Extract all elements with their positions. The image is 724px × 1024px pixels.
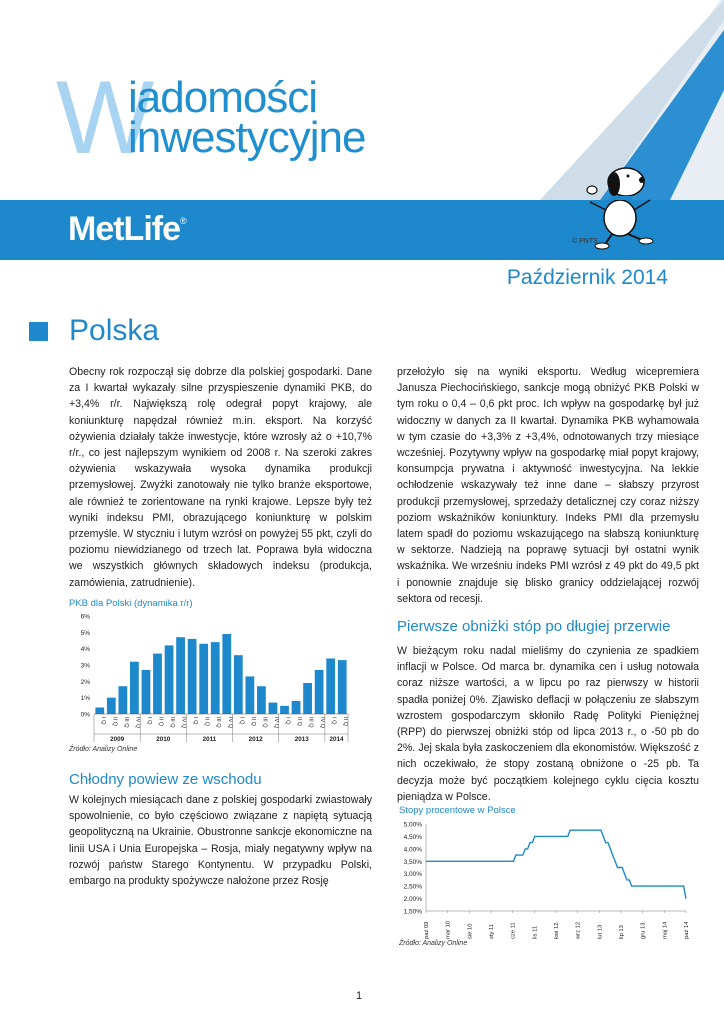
gdp-x-tick: IV Q [319,717,326,729]
rates-chart-source: Źródło: Analizy Online [399,940,468,947]
gdp-x-tick: I Q [145,717,152,725]
gdp-bar [176,637,185,714]
gdp-bar [130,662,139,714]
gdp-x-tick: II Q [249,717,256,727]
title-initial: W [56,60,151,176]
rates-chart [368,818,698,942]
gdp-x-tick: IV Q [272,717,279,729]
rate-y-tick: 3,00% [403,871,422,879]
gdp-x-tick: III Q [307,717,314,728]
gdp-year-label: 2011 [202,736,217,743]
gdp-year-label: 2010 [156,736,171,743]
gdp-bar [338,660,347,714]
rate-x-tick: mar 10 [445,920,452,939]
gdp-x-tick: IV Q [134,717,141,729]
gdp-bar [188,639,197,714]
rate-x-tick: gru 13 [640,922,647,939]
right-paragraph-1: przełożyło się na wyniki eksportu. Według wicepremiera Janusza Piechocińskiego, sankcje mogą obniżyć PKB Polski w tym roku o 0,4 – 0,6 pkt proc. Ich wpływ na gospodarkę był już widoczny w danych za II kwartał. Dynamika PKB wyhamowała w tym czasie do +3,3% z +3,4%, odnotowanych trzy miesiące wcześniej. Pozytywny wpływ na gospodarkę miał popyt krajowy, konsumpcja prywatna i aktywność inwestycyjna. Na lekkie ochłodzenie wskazywały też inne dane – słabszy przyrost produkcji przemysłowej, sprzedaży detalicznej czy coraz niższy poziom wskaźników koniunktury. Indeks PMI dla przemysłu latem spadł do poziomu wskazującego na słabszą koniunkturę w sektorze. Nadzieją na poprawę sytuacji był ostatni wynik wskaźnika. We wrześniu indeks PMI wzrósł z 49 pkt do 49,5 pkt i ponownie znajduje się blisko granicy oddzielającej rozwój sektora od recesji. [397,366,699,605]
brand-mark: ® [180,216,186,226]
gdp-x-tick: II Q [296,717,303,727]
rate-x-tick: sie 10 [467,923,474,939]
gdp-chart-source: Źródło: Analizy Online [69,746,138,753]
gdp-bar [269,703,278,714]
gdp-bar [199,644,208,714]
gdp-bar [95,707,104,714]
page-number: 1 [356,990,363,1002]
gdp-year-label: 2014 [329,736,344,743]
rate-x-tick: paź 09 [424,921,430,939]
gdp-y-tick: 5% [80,629,90,637]
gdp-x-tick: II Q [157,717,164,727]
brand-name: MetLife [68,210,180,248]
rate-y-tick: 2,00% [403,896,422,904]
gdp-x-tick: III Q [215,717,222,728]
gdp-bar [107,698,116,714]
gdp-year-label: 2009 [110,736,125,743]
gdp-x-tick: I Q [192,717,199,725]
gdp-x-tick: I Q [330,717,337,725]
section-title: Polska [69,314,160,347]
rate-y-tick: 4,00% [403,846,422,854]
rate-x-tick: kwi 12 [554,922,560,939]
gdp-chart-title: PKB dla Polski (dynamika r/r) [69,598,193,609]
gdp-bar [211,642,220,714]
gdp-x-tick: III Q [122,717,129,728]
gdp-y-tick: 4% [80,646,90,654]
gdp-x-tick: I Q [238,717,245,725]
rate-x-tick: cze 11 [510,922,517,939]
gdp-y-tick: 0% [80,711,90,719]
header-stripes [420,0,724,200]
rate-x-tick: lip 13 [619,925,625,939]
gdp-y-tick: 1% [80,695,90,703]
gdp-x-tick: III Q [261,717,268,728]
gdp-x-tick: II Q [342,717,349,727]
gdp-bar [142,670,151,714]
section-marker [29,322,48,341]
gdp-bar [315,670,324,714]
gdp-bar [165,645,174,714]
gdp-bar [326,658,335,714]
left-heading: Chłodny powiew ze wschodu [69,771,262,788]
gdp-bar [257,686,266,714]
rate-x-tick: sty 11 [489,923,495,939]
rate-x-tick: maj 14 [662,921,669,939]
gdp-bar [245,676,254,714]
left-paragraph-1: Obecny rok rozpoczął się dobrze dla polskiej gospodarki. Dane za I kwartał wykazały silne przyspieszenie dynamiki PKB, do +3,4% r/r. Największą rolę odegrał popyt krajowy, ale koniunkturę napędzał również m.in. eksport. Na korzyść ożywienia działały także inwestycje, które wzrosły aż o +10,7% r/r., co jest najlepszym wynikiem od 2008 r. Na szeroki zakres ożywienia wskazywała wysoka dynamika produkcji przemysłowej. Zwyżki zanotowały nie tylko branże eksportowe, ale również te zorientowane na rynki krajowe. Lepsze były też wyniki indeksu PMI, obrazującego koniunkturę w polskim przemyśle. W styczniu i lutym wzrósł on powyżej 55 pkt, czyli do poziomu niewidzianego od trzech lat. Poprawa była widoczna we wszystkich głównych składowych indeksu (produkcja, zamówienia, zatrudnienie). [69,366,372,589]
metlife-logo [68,210,186,249]
gdp-x-tick: II Q [111,717,118,727]
gdp-x-tick: IV Q [180,717,187,729]
rate-x-tick: lut 13 [597,924,604,939]
gdp-chart [60,610,360,750]
gdp-bar [234,655,243,714]
gdp-bar [222,634,231,714]
gdp-x-tick: II Q [203,717,210,727]
gdp-year-label: 2012 [248,736,263,743]
rate-y-tick: 5,00% [403,821,422,829]
left-paragraph-2: W kolejnych miesiącach dane z polskiej gospodarki zwiastowały spowolnienie, co było częściowo związane z napiętą sytuacją geopolityczną na Ukrainie. Obustronne sankcje ekonomiczne na linii USA i Unia Europejska – Rosja, miały negatywny wpływ na rozwój państw Starego Kontynentu. W przypadku Polski, embargo na produkty spożywcze nałożone przez Rosję [69,794,372,888]
gdp-y-tick: 6% [80,613,90,621]
gdp-bar [118,686,127,714]
gdp-year-label: 2013 [294,736,309,743]
gdp-x-tick: III Q [169,717,176,728]
right-paragraph-2: W bieżącym roku nadal mieliśmy do czynienia ze spadkiem inflacji w Polsce. Od marca br. dynamika cen i usług notowała coraz niższe wartości, a w lipcu po raz pierwszy w historii spadła poniżej 0%. Zjawisko deflacji w połączeniu ze słabszym wzrostem gospodarczym skłoniło Radę Polityki Pieniężnej (RPP) do pierwszej obniżki stóp od lipca 2013 r., o -50 pb do 2%. Jej skala była zaskoczeniem dla ekonomistów. Większość z nich oczekiwało, że stopy zostaną obniżone o -25 pb. Ta decyzja może być początkiem kolejnego cyklu cięcia kosztu pieniądza w Polsce. [397,645,699,803]
rate-x-tick: wrz 12 [575,921,582,939]
rate-y-tick: 2,50% [403,883,422,891]
rate-x-tick: paź 14 [684,921,690,939]
issue-date: Październik 2014 [506,266,668,289]
gdp-y-tick: 2% [80,678,90,686]
rate-x-tick: lis 11 [532,925,539,939]
right-heading: Pierwsze obniżki stóp po długiej przerwie [397,618,671,635]
gdp-bar [303,683,312,714]
gdp-bar [280,706,289,714]
snoopy-icon [580,160,660,250]
gdp-x-tick: I Q [99,717,106,725]
gdp-y-tick: 3% [80,662,90,670]
gdp-x-tick: IV Q [226,717,233,729]
rate-y-tick: 1,50% [403,908,422,916]
gdp-bar [292,701,301,714]
rate-y-tick: 4,50% [403,833,422,841]
title-line-2: inwestycyjne [128,113,366,162]
mascot-credit: © PNTS [572,238,598,245]
rate-series-line [426,830,686,898]
title-line-1: iadomości [128,73,318,122]
rate-y-tick: 3,50% [403,858,422,866]
gdp-bar [153,654,162,714]
gdp-x-tick: I Q [284,717,291,725]
rates-chart-title: Stopy procentowe w Polsce [399,805,516,816]
